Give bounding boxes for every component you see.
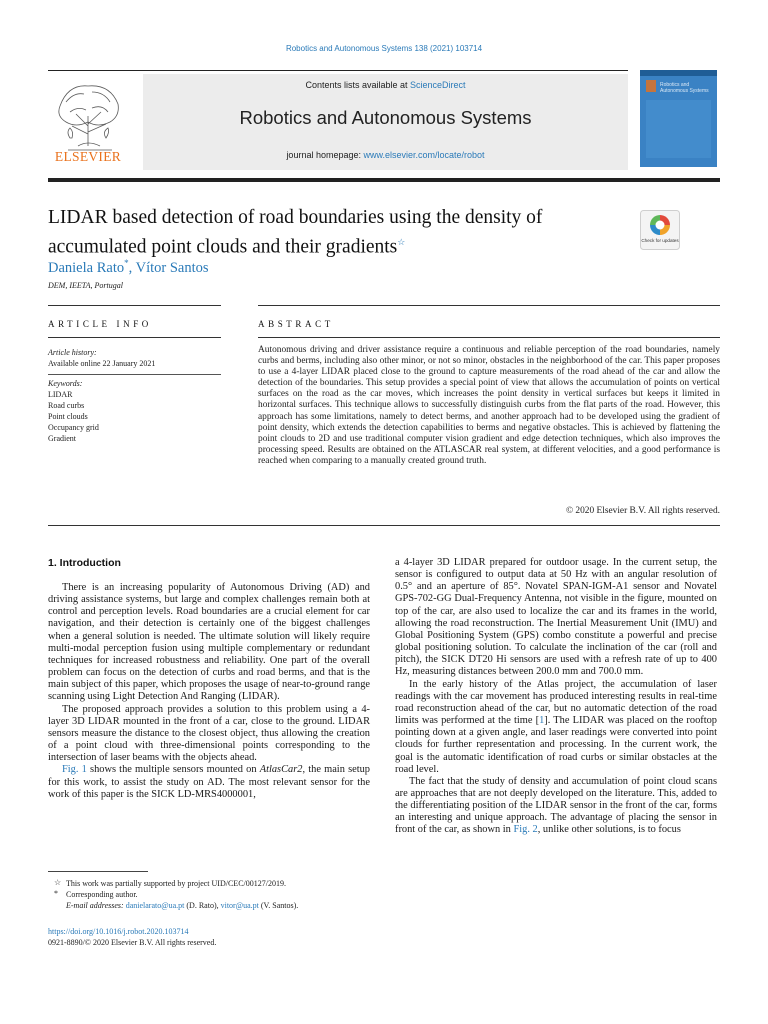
body-paragraph: a 4-layer 3D LIDAR prepared for outdoor usage. In the current setup, the sensor is configured to output data at 50 Hz with an angular resolution of 0.5° and an aperture of 85°. Novatel SPAN-IGM-A1 sensor and Novatel GPS-702-GG Dual-Frequency Antenna, not visible in the figure, mounted on top of the car, are also used to localize the car and its frames in the world, allowing the road reconstruction. The Inertial Measurement Unit (IMU) and Global Positioning System (GPS) combo constitute a powerful and precise global positioning solution. To calculate the inclination of the car (roll and pitch), the SICK DT20 Hi sensors are used with a refresh rate of up to 400 Hz, measuring distances between 200.0 mm and 700.0 mm. [395, 557, 717, 678]
body-text-run: In the early history of the Atlas project, the accumulation of laser readings with the car movement has produced interesting results in real-time road reconstruction ahead of the car, but no automatic detection of the road limits was performed at the time [ [395, 678, 717, 727]
keyword: Point clouds [48, 412, 88, 421]
check-badge-text: Check for updates [641, 238, 679, 243]
title-footnote-mark[interactable]: ☆ [397, 237, 406, 247]
abstract-text: Autonomous driving and driver assistance require a continuous and reliable perception of the road boundaries, namely curbs and berms, including also other minor, or not so minor, obstacles in the neighborhood of the car. This paper proposes to use a 4-layer LIDAR placed close to the ground to capture measurements of the road ahead of the car and allow the detection of the boundaries. This setup provides a special point of view that allows the accumulation of points on vertical surfaces on the road as the car moves, which increases the point density in vertical surfaces but keeps it limited in horizontal surfaces. This technique allows to successfully distinguish curbs from the flat parts of the road. However, this approach has some limitations, namely to detect berms, and another approach had to be developed using the gradient of point density, which extends the detection capabilities to berms and negative obstacles. This is achieved by flattening the point clouds to 2D and use traditional computer vision gradient and edge detection techniques, which also improves the processing speed. Results are obtained on the ATLASCAR real system, at different velocities, and a good performance is reached when comparing to a manually created ground truth. [258, 345, 720, 466]
email-link[interactable]: danielarato@ua.pt [125, 901, 185, 910]
svg-text:Robotics and: Robotics and [660, 82, 690, 88]
author-name[interactable]: Daniela Rato [48, 259, 125, 276]
journal-title: Robotics and Autonomous Systems [239, 107, 532, 128]
article-title [48, 206, 618, 260]
figure-link[interactable]: Fig. 1 [62, 764, 87, 776]
body-text-run: The fact that the study of density and accumulation of point cloud scans are approaches that are not deeply developed on the literature. This, added to the differentiating position of the LIDAR sensor in the front of the car, forms an interesting and unique approach. The advantage of placing the sensor in front of the car, as shown in [395, 775, 717, 836]
body-paragraph [48, 764, 370, 800]
keywords-label: Keywords: [48, 379, 83, 388]
body-italic-run: AtlasCar2 [259, 764, 303, 776]
citation-link[interactable]: 1 [539, 715, 545, 727]
article-history-value: Available online 22 January 2021 [48, 359, 156, 368]
keyword: Occupancy grid [48, 423, 99, 432]
abstract-top-rule [258, 305, 720, 306]
body-text-run: , unlike other solutions, is to focus [537, 824, 681, 836]
footnote-funding [48, 878, 378, 889]
header-top-rule [48, 70, 628, 71]
body-text-run: shows the multiple sensors mounted on [86, 764, 260, 776]
article-history-label: Article history: [48, 348, 97, 357]
affiliation: DEM, IEETA, Portugal [48, 281, 123, 290]
homepage-prefix: journal homepage: [286, 150, 364, 160]
article-title-line1: LIDAR based detection of road boundaries using the density of [48, 207, 543, 228]
email-link[interactable]: vitor@ua.pt [220, 901, 259, 910]
check-for-updates-badge[interactable] [640, 210, 680, 250]
abstract-divider [258, 337, 720, 338]
author-separator: , [128, 259, 136, 276]
svg-text:Autonomous Systems: Autonomous Systems [660, 88, 709, 94]
abstract-heading: ABSTRACT [258, 319, 334, 329]
email-owner: (V. Santos). [258, 901, 299, 910]
article-info-inner-rule [48, 374, 221, 375]
journal-homepage-link[interactable]: www.elsevier.com/locate/robot [363, 150, 485, 160]
abstract-bottom-rule [48, 525, 720, 526]
article-info-top-rule [48, 305, 221, 306]
keyword: Road curbs [48, 401, 85, 410]
corresponding-author-mark[interactable]: * [124, 258, 129, 268]
author-list [48, 258, 209, 277]
header-bottom-rule [48, 178, 720, 182]
footnote-corresponding [48, 889, 378, 900]
footnote-emails [48, 900, 378, 911]
article-title-line2: accumulated point clouds and their gradients [48, 236, 398, 258]
footnotes [48, 878, 378, 911]
journal-citation[interactable]: Robotics and Autonomous Systems 138 (2021) 103714 [285, 44, 483, 53]
author-name[interactable]: Vítor Santos [135, 259, 209, 276]
keyword: Gradient [48, 434, 76, 443]
body-paragraph [395, 679, 717, 776]
contents-prefix: Contents lists available at [305, 80, 411, 90]
footnote-text: Corresponding author. [66, 890, 138, 899]
figure-link[interactable]: Fig. 2 [513, 824, 538, 836]
article-info-divider [48, 337, 221, 338]
footnote-text: This work was partially supported by project UID/CEC/00127/2019. [66, 879, 286, 888]
footnote-mark: * [54, 889, 58, 898]
journal-homepage-line [143, 150, 628, 160]
doi-link[interactable]: https://doi.org/10.1016/j.robot.2020.103714 [48, 927, 189, 936]
body-text-run: , the main setup for this work, to assist the study on AD. The most relevant sensor for the work of this paper is the SICK LD-MRS4000001, [48, 764, 370, 800]
section-heading: 1. Introduction [48, 557, 121, 569]
article-info-heading: ARTICLE INFO [48, 319, 152, 329]
sciencedirect-link[interactable]: ScienceDirect [410, 80, 466, 90]
body-column-left [48, 582, 370, 801]
footnote-rule [48, 871, 148, 872]
body-paragraph: The proposed approach provides a solution to this problem using a 4-layer 3D LIDAR mounted in the front of a car, close to the ground. LIDAR sensors measure the distance to the closest object, thus allowing the creation of a point cloud with three-dimensional points corresponding to the intersection of laser beams with the objects ahead. [48, 703, 370, 764]
footnote-mark: ☆ [54, 878, 62, 887]
body-column-right [395, 557, 717, 837]
keywords-list [48, 389, 99, 444]
keyword: LIDAR [48, 390, 73, 399]
contents-line [143, 80, 628, 90]
body-paragraph [395, 776, 717, 837]
email-label: E-mail addresses: [66, 901, 124, 910]
issn-copyright: 0921-8890/© 2020 Elsevier B.V. All rights reserved. [48, 938, 217, 947]
body-paragraph: There is an increasing popularity of Autonomous Driving (AD) and driving assistance systems, but large and complex challenges remain both at control and perception levels. Road boundaries are a crucial element for car navigation, and their detection is certainly one of the biggest challenges when a general solution is needed. The ultimate solution will likely require multi-modal perception fusion using multiple complementary or redundant techniques for increased robustness and reliability. One part of the overall problem can focus on the detection of curbs and road berms, and that is the main subject of this paper, which proposes the usage of near-to-ground range scanning using Light Detection And Ranging (LIDAR). [48, 582, 370, 703]
elsevier-wordmark[interactable]: ELSEVIER [54, 149, 122, 164]
abstract-copyright: © 2020 Elsevier B.V. All rights reserved. [565, 506, 720, 516]
email-owner: (D. Rato), [184, 901, 221, 910]
journal-cover-image[interactable] [640, 70, 717, 167]
body-text-run: ]. The LIDAR was placed on the rooftop pointing down at a given angle, and laser readings were converted into point clouds for further representation and processing. In the current work, the goal is the automatic identification of road curbs or similar obstacles at the road level. [395, 715, 718, 775]
